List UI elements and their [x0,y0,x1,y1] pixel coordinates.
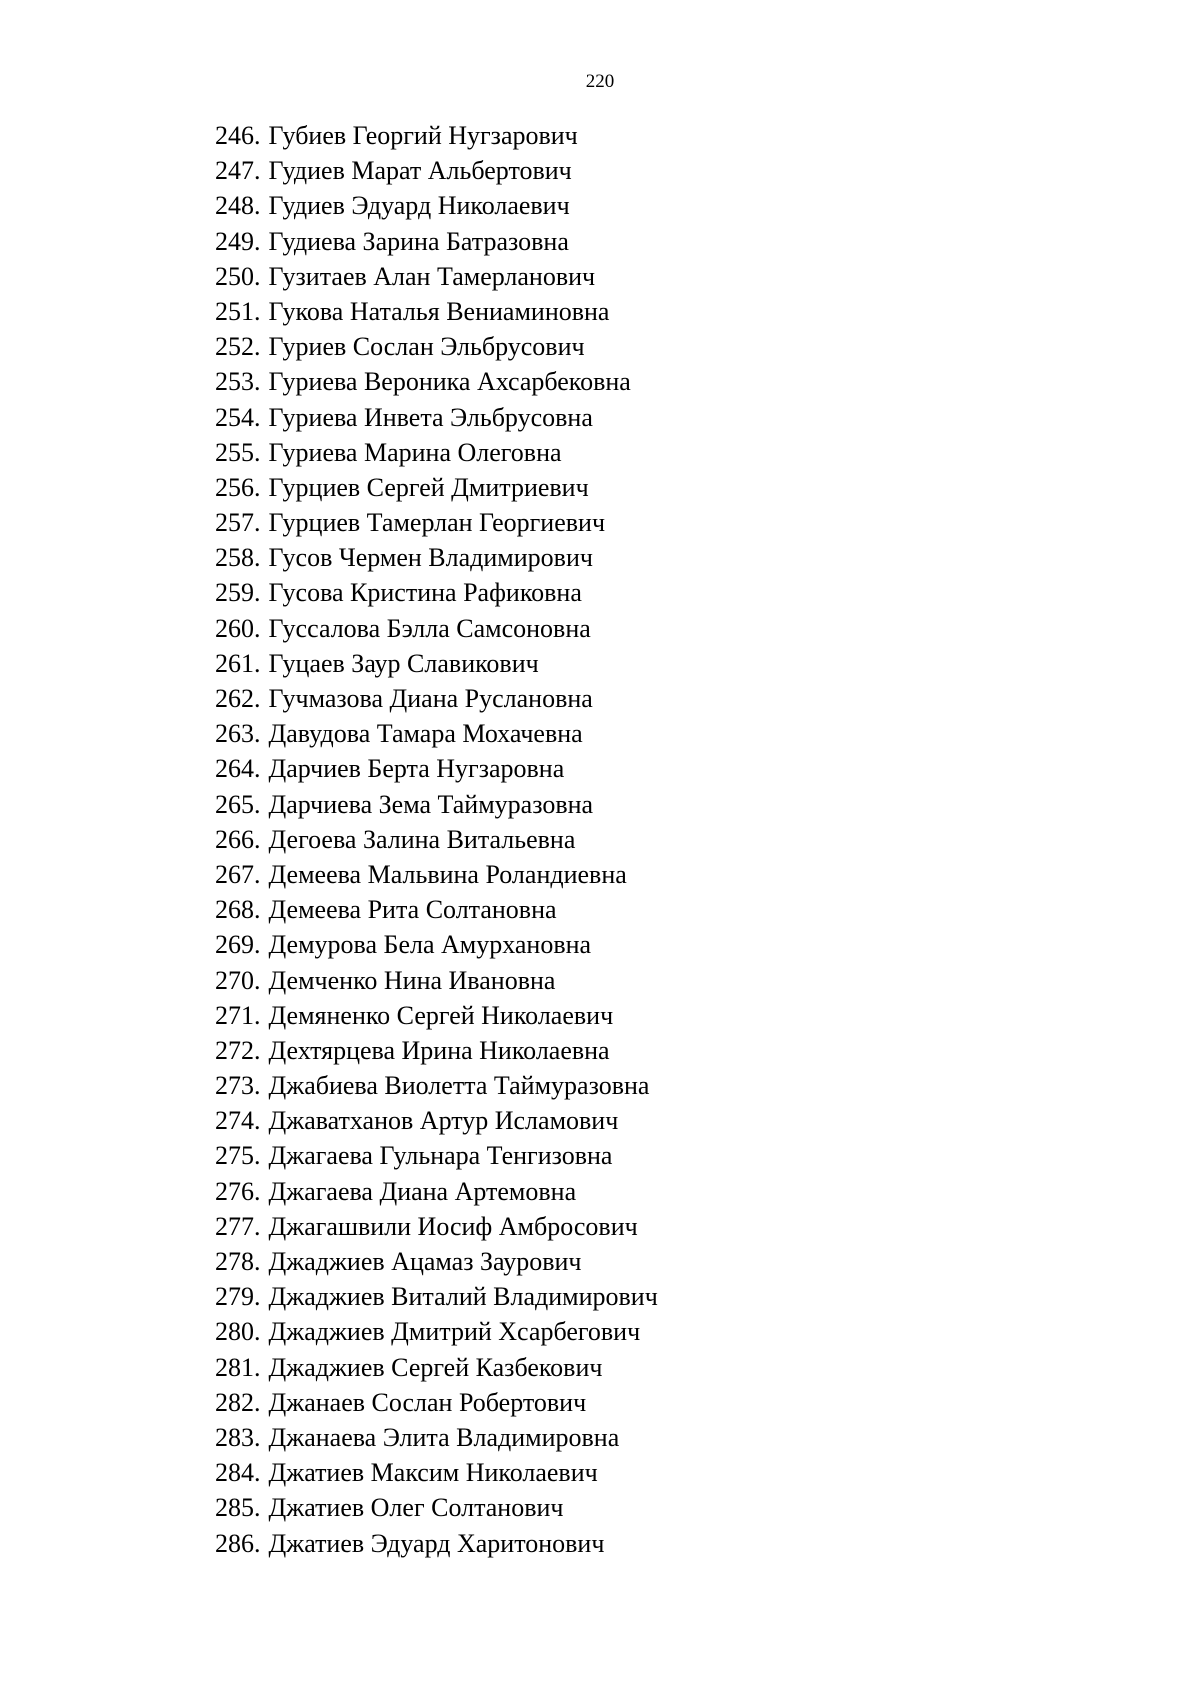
list-item-name: Гуриева Марина Олеговна [268,437,562,467]
list-item [215,329,658,364]
list-item-number: 253. [215,367,261,397]
list-item-number: 280. [215,1317,261,1347]
list-item [215,118,658,153]
list-item-number: 279. [215,1282,261,1312]
list-item [215,611,658,646]
list-item [215,822,658,857]
list-item-number: 281. [215,1352,261,1382]
list-item [215,1244,658,1279]
list-item-name: Джанаев Сослан Робертович [268,1387,587,1417]
list-item-name: Гусов Чермен Владимирович [268,543,593,573]
list-item-name: Джатиев Эдуард Харитонович [268,1528,605,1558]
list-item-number: 266. [215,824,261,854]
list-item-name: Джабиева Виолетта Таймуразовна [268,1071,650,1101]
list-item-number: 275. [215,1141,261,1171]
page-number: 220 [585,71,615,92]
list-item [215,857,658,892]
list-item [215,892,658,927]
list-item-number: 271. [215,1000,261,1030]
list-item [215,787,658,822]
list-item-name: Гусова Кристина Рафиковна [268,578,582,608]
list-item-number: 269. [215,930,261,960]
list-item-name: Гуссалова Бэлла Самсоновна [268,613,591,643]
list-item [215,1103,658,1138]
list-item-number: 283. [215,1422,261,1452]
list-item-number: 264. [215,754,261,784]
list-item [215,505,658,540]
list-item-name: Дарчиев Берта Нугзаровна [268,754,565,784]
list-item-name: Гузитаев Алан Тамерланович [268,261,596,291]
list-item-number: 254. [215,402,261,432]
list-item-number: 285. [215,1493,261,1523]
list-item-name: Джатиев Олег Солтанович [268,1493,564,1523]
list-item [215,1420,658,1455]
list-item-name: Джагаева Диана Артемовна [268,1176,577,1206]
list-item [215,1455,658,1490]
list-item [215,540,658,575]
list-item [215,224,658,259]
list-item [215,716,658,751]
list-item-number: 250. [215,261,261,291]
list-item-number: 276. [215,1176,261,1206]
list-item-number: 268. [215,895,261,925]
list-item [215,1174,658,1209]
list-item-number: 246. [215,121,261,150]
list-item-name: Гучмазова Диана Руслановна [268,684,593,713]
list-item-number: 286. [215,1528,261,1558]
list-item [215,963,658,998]
list-item-name: Джатиев Максим Николаевич [268,1458,598,1488]
list-item [215,1526,658,1561]
list-item-number: 272. [215,1035,261,1065]
list-item-number: 267. [215,859,261,889]
list-item-name: Гудиев Эдуард Николаевич [268,191,570,221]
list-item-number: 251. [215,296,261,326]
list-item-number: 284. [215,1458,261,1488]
list-item [215,1068,658,1103]
list-item-number: 270. [215,965,261,995]
list-item [215,1279,658,1314]
list-item-name: Демеева Мальвина Роландиевна [268,859,627,889]
list-item [215,681,658,716]
list-item [215,751,658,786]
list-item-number: 262. [215,684,261,713]
name-list [215,118,658,1561]
list-item-number: 260. [215,613,261,643]
list-item-name: Гуриева Инвета Эльбрусовна [268,402,593,432]
list-item-name: Гуцаев Заур Славикович [268,648,539,678]
list-item [215,1209,658,1244]
list-item [215,1490,658,1525]
list-item-name: Гукова Наталья Вениаминовна [268,296,610,326]
list-item-number: 255. [215,437,261,467]
list-item-number: 265. [215,789,261,819]
list-item-number: 248. [215,191,261,221]
list-item-name: Джагашвили Иосиф Амбросович [268,1211,638,1241]
list-item-name: Джагаева Гульнара Тенгизовна [268,1141,613,1171]
list-item-number: 256. [215,472,261,502]
list-item [215,153,658,188]
list-item-name: Гуриева Вероника Ахсарбековна [268,367,631,397]
list-item-number: 277. [215,1211,261,1241]
list-item-name: Гудиева Зарина Батразовна [268,226,569,256]
list-item-name: Джанаева Элита Владимировна [268,1422,620,1452]
list-item [215,646,658,681]
list-item [215,1385,658,1420]
list-item-name: Губиев Георгий Нугзарович [268,121,578,150]
list-item-name: Давудова Тамара Мохачевна [268,719,583,749]
list-item-number: 249. [215,226,261,256]
list-item [215,998,658,1033]
list-item-name: Демяненко Сергей Николаевич [268,1000,614,1030]
list-item-number: 263. [215,719,261,749]
list-item [215,1350,658,1385]
list-item-name: Гудиев Марат Альбертович [268,156,572,186]
list-item-number: 261. [215,648,261,678]
list-item-name: Джаватханов Артур Исламович [268,1106,619,1136]
list-item [215,364,658,399]
list-item [215,435,658,470]
list-item-number: 282. [215,1387,261,1417]
list-item [215,575,658,610]
list-item-name: Джаджиев Ацамаз Заурович [268,1247,582,1276]
list-item-number: 258. [215,543,261,573]
list-item-number: 252. [215,332,261,362]
list-item-name: Дегоева Залина Витальевна [268,824,576,854]
list-item [215,1314,658,1349]
list-item [215,927,658,962]
list-item-name: Джаджиев Сергей Казбекович [268,1352,603,1382]
list-item-name: Джаджиев Виталий Владимирович [268,1282,658,1312]
list-item-name: Дарчиева Зема Таймуразовна [268,789,594,819]
list-item-name: Гуриев Сослан Эльбрусович [268,332,585,362]
list-item-number: 247. [215,156,261,186]
list-item [215,470,658,505]
list-item-name: Джаджиев Дмитрий Хсарбегович [268,1317,641,1347]
list-item-number: 274. [215,1106,261,1136]
list-item [215,1138,658,1173]
list-item-name: Гурциев Сергей Дмитриевич [268,472,589,502]
list-item-name: Демурова Бела Амурхановна [268,930,592,960]
list-item-number: 273. [215,1071,261,1101]
list-item-number: 259. [215,578,261,608]
list-item-number: 257. [215,508,261,538]
list-item-name: Дехтярцева Ирина Николаевна [268,1035,610,1065]
list-item-name: Демеева Рита Солтановна [268,895,557,925]
list-item [215,294,658,329]
list-item [215,400,658,435]
list-item [215,259,658,294]
list-item-number: 278. [215,1247,261,1276]
list-item-name: Демченко Нина Ивановна [268,965,556,995]
list-item [215,1033,658,1068]
list-item-name: Гурциев Тамерлан Георгиевич [268,508,606,538]
list-item [215,188,658,223]
